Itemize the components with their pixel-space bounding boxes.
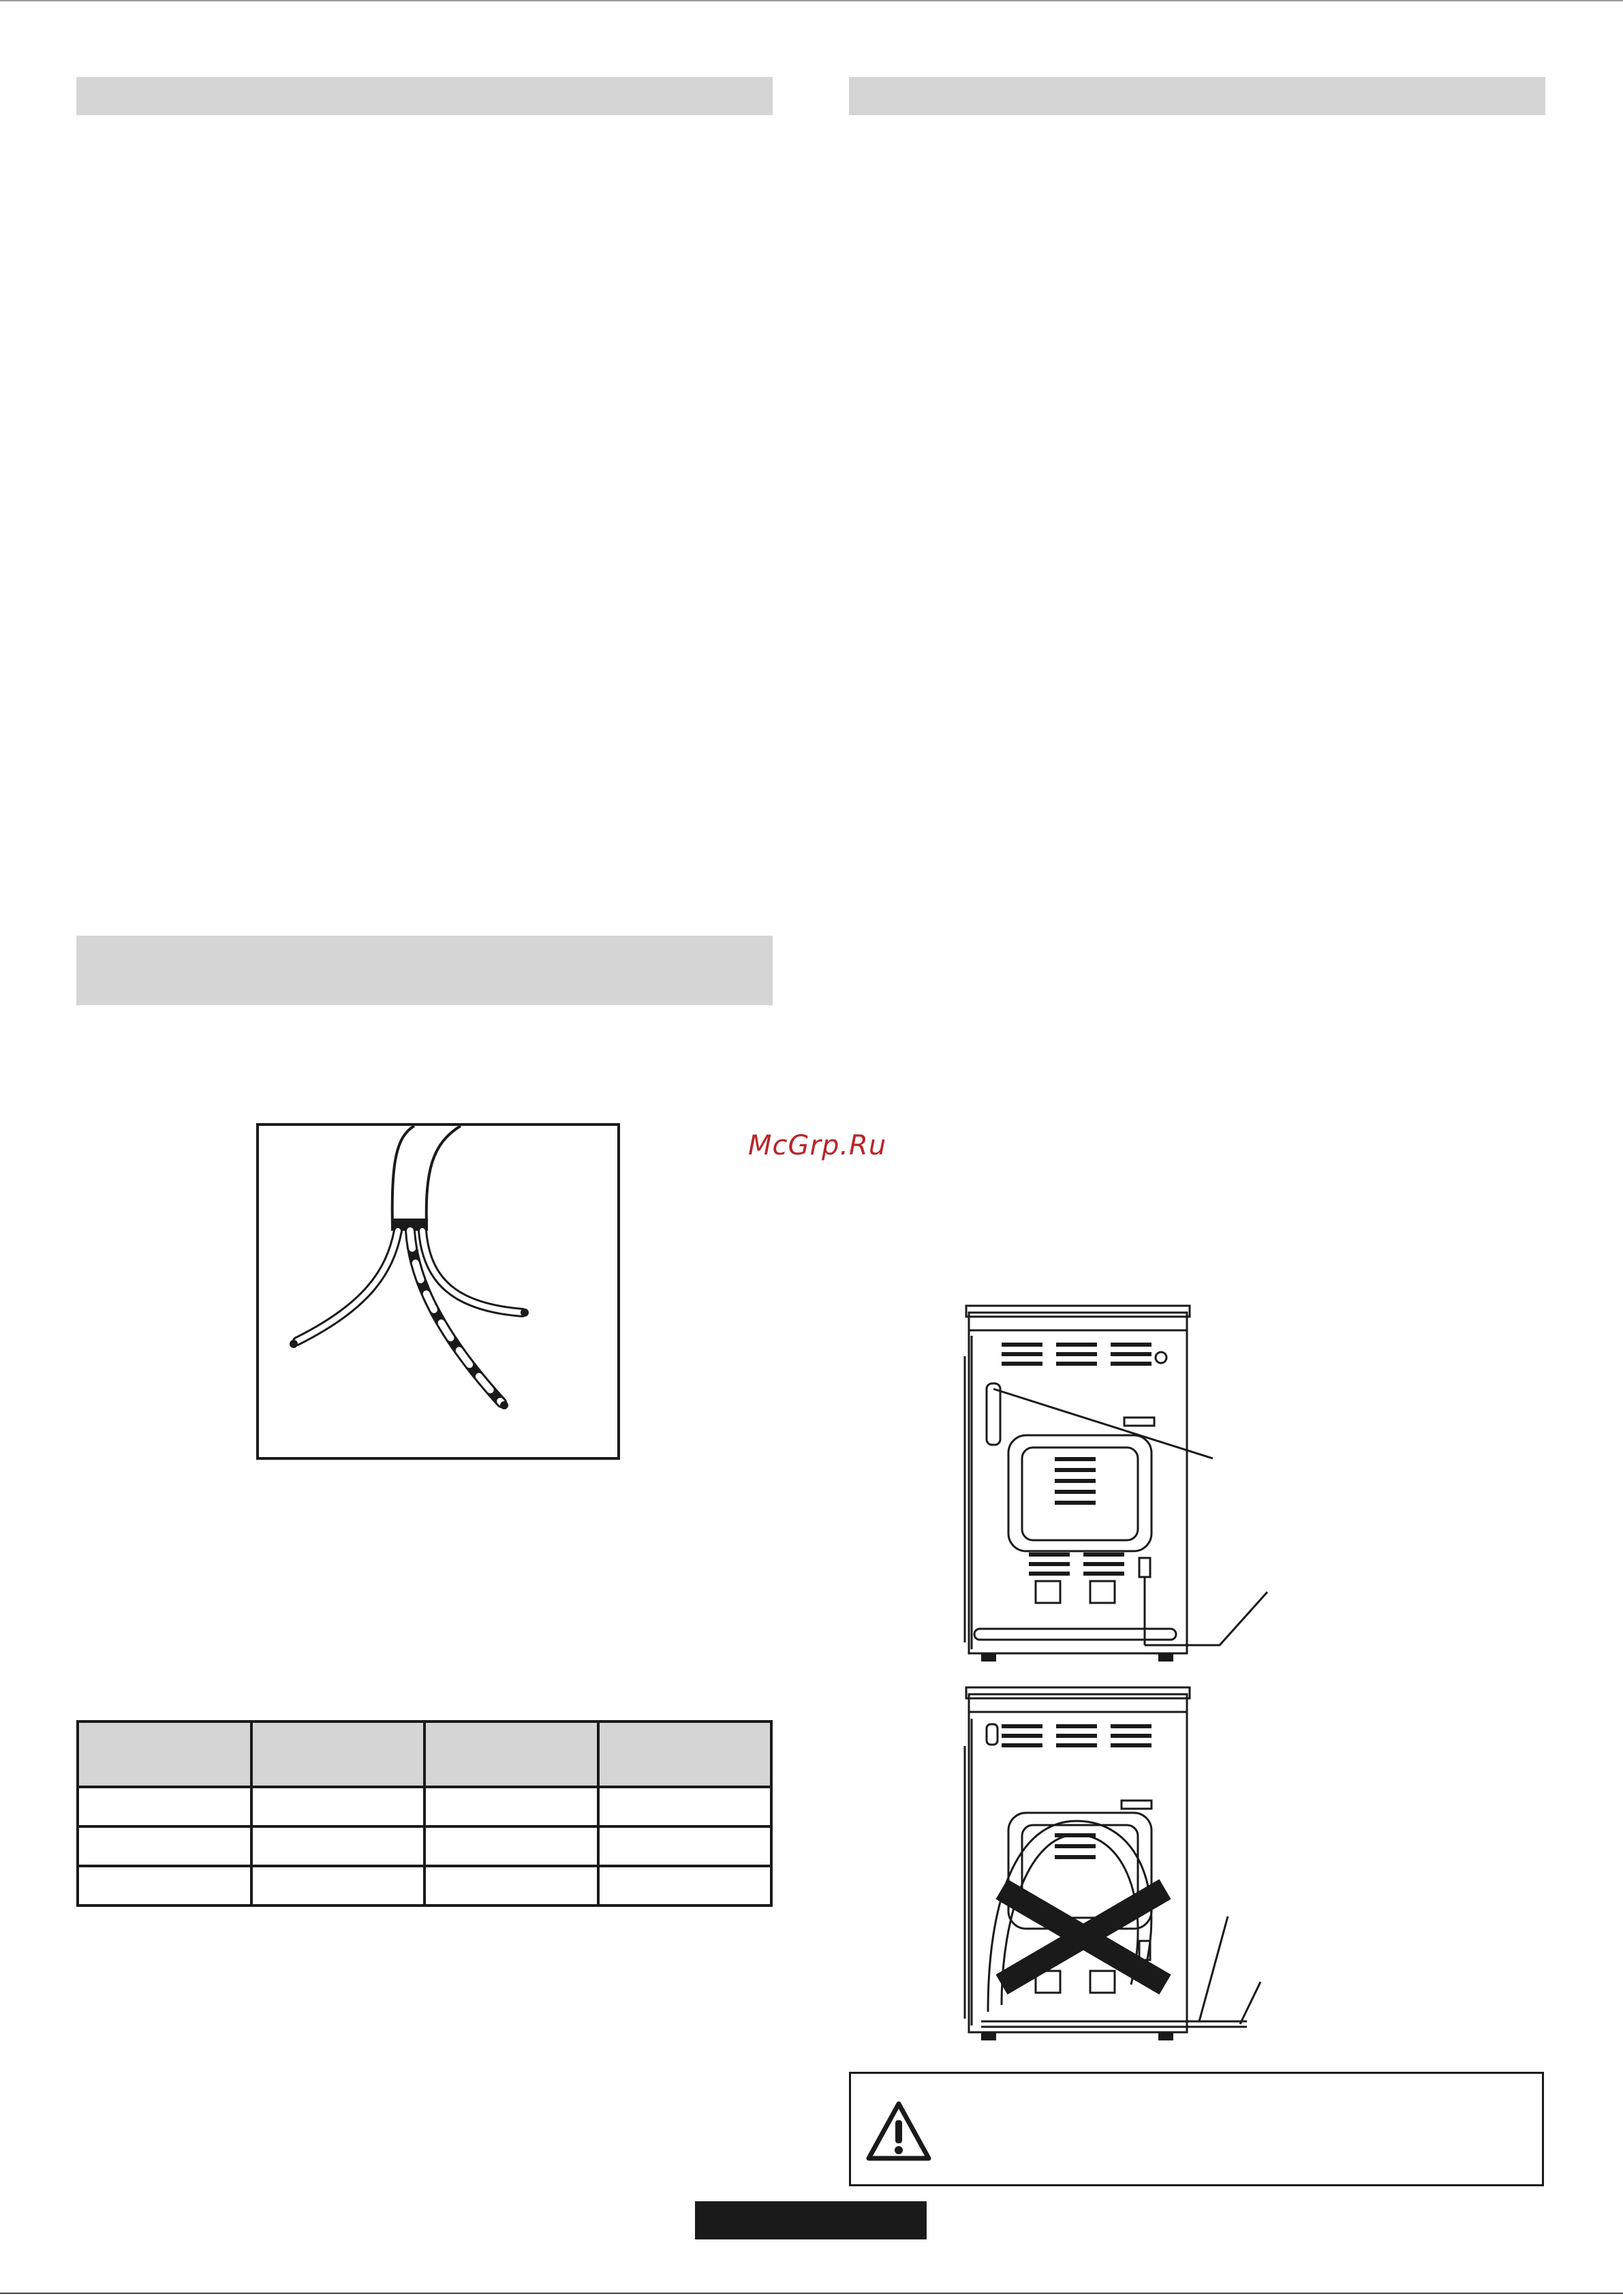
spec-table-cell — [251, 1866, 425, 1905]
spec-table-cell — [424, 1866, 598, 1905]
watermark-text: McGrp.Ru — [748, 1130, 887, 1161]
spec-table-header-cell — [424, 1721, 598, 1787]
spec-table-header-cell — [78, 1721, 251, 1787]
section-header-right — [849, 77, 1545, 115]
warning-box — [849, 2072, 1544, 2186]
spec-table-cell — [78, 1787, 251, 1826]
spec-table-cell — [424, 1787, 598, 1826]
spec-table-cell — [598, 1866, 772, 1905]
top-rule — [0, 0, 1623, 1]
spec-table-cell — [78, 1826, 251, 1866]
spec-table — [76, 1720, 773, 1907]
spec-table-cell — [251, 1787, 425, 1826]
table-row — [78, 1866, 771, 1905]
spec-table-header-cell — [598, 1721, 772, 1787]
bottom-rule — [0, 2293, 1623, 2294]
spec-table-cell — [598, 1787, 772, 1826]
cooker-rear-correct-icon — [961, 1302, 1274, 1670]
spec-table-cell — [78, 1866, 251, 1905]
spec-table-cell — [424, 1826, 598, 1866]
table-row — [78, 1826, 771, 1866]
spec-table-cell — [598, 1826, 772, 1866]
spec-table-cell — [251, 1826, 425, 1866]
spec-table-header-cell — [251, 1721, 425, 1787]
spec-table-header-row — [78, 1721, 771, 1787]
table-row — [78, 1787, 771, 1826]
page-number-tab — [695, 2201, 927, 2239]
section-header-left — [76, 77, 773, 115]
cooker-rear-incorrect-icon — [961, 1685, 1274, 2046]
warning-triangle-icon — [865, 2100, 933, 2162]
stripped-cable-icon — [256, 1123, 620, 1460]
section-header-connection — [76, 936, 773, 1005]
